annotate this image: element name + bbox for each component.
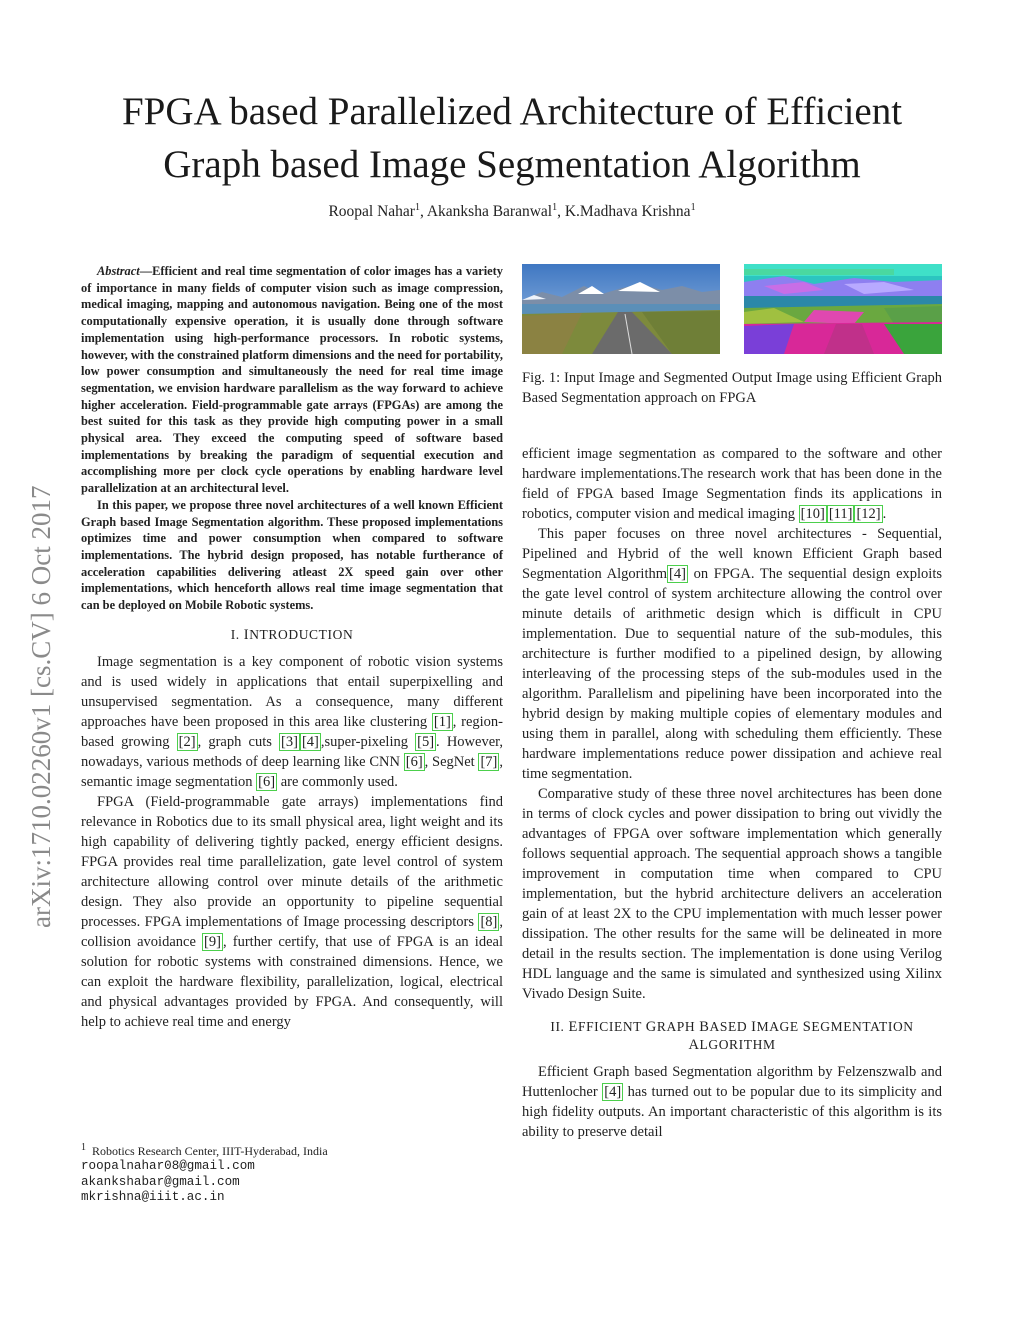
intro-paragraph-1: Image segmentation is a key component of robotic vision systems and is used widely in applications that entail superpixelling and unsupervised segmentation. As a consequence, many different approaches have been proposed in this area like clustering [1] , region-based growing [2] , graph cuts [3] [4] ,super-pixeling [5] . However, nowadays, various methods of deep learning like CNN [6] , SegNet [7] , semantic image segmentation [6] are commonly used.: [81, 653, 504, 790]
arxiv-id: arXiv:1710.02260v1 [cs.CV] 6 Oct 2017: [26, 485, 56, 928]
right-paragraph-comparative: Comparative study of these three novel architectures has been done in terms of clock cycles and power dissipation to bring out vividly the advantages of FPGA over software implementation which generally follows sequential approach. The sequential approach shows a tangible improvement in computation time when compared to CPU implementation, but the hybrid architecture delivers an acceleration gain of at least 2X to the CPU implementation with much lesser power dissipation. The other results for the same will be delineated in more detail in the results section. The implementation is done using Verilog HDL language and the same is simulated and synthesized using Xilinx Vivado Design Suite.: [522, 786, 942, 1002]
citation-link[interactable]: [5]: [417, 733, 435, 750]
segmented-output-image: [744, 264, 942, 354]
citation-link[interactable]: [3]: [281, 733, 298, 750]
author-name: Roopal Nahar: [328, 203, 415, 221]
citation-link[interactable]: [4]: [604, 1084, 622, 1100]
footnote-mark: 1: [81, 1142, 86, 1153]
right-paragraph-continued: efficient image segmentation as compared to the software and other hardware implementations.The research work that has been done in the field of FPGA based Image Segmentation finds its applications in robotics, computer vision and medical imaging [10] [11] [12] .: [522, 446, 942, 522]
input-image: [522, 264, 720, 354]
author-name: Akanksha Baranwal: [426, 203, 553, 221]
citation-link[interactable]: [9]: [204, 933, 221, 950]
paper-title: [0, 85, 1024, 191]
affiliation-mark: 1: [690, 202, 696, 213]
author-list: Roopal Nahar$^1$, Akanksha Baranwal$^1$, K.Madhava Krishna$^1$: [328, 202, 696, 221]
left-column: [81, 263, 503, 1032]
title-line-1: FPGA based Parallelized Architecture of Efficient: [121, 90, 903, 133]
citation-link[interactable]: [7]: [480, 753, 498, 770]
citation-link[interactable]: [4]: [669, 566, 686, 582]
citation-link[interactable]: [12]: [856, 506, 881, 522]
citation-link[interactable]: [4]: [301, 733, 319, 750]
citation-link[interactable]: [11]: [828, 506, 853, 522]
abstract: [81, 263, 503, 614]
footnote-affiliation: Robotics Research Center, IIIT-Hyderabad, India: [92, 1144, 328, 1158]
figure-caption-text: Input Image and Segmented Output Image using Efficient Graph Based Segmentation approach on FPGA: [522, 370, 943, 406]
section-heading-introduction: I. INTRODUCTION: [230, 626, 354, 643]
arxiv-stamp: [20, 368, 60, 928]
email-1[interactable]: roopalnahar08@gmail.com: [81, 1159, 255, 1173]
affiliation-mark: 1: [552, 202, 558, 213]
figure-label: Fig. 1:: [522, 370, 561, 386]
abstract-label: Abstract: [97, 264, 140, 278]
right-paragraph-architectures: This paper focuses on three novel architectures - Sequential, Pipelined and Hybrid of the well known Efficient Graph based Segmentation Algorithm [4] on FPGA. The sequential design exploits the gate level control of system architecture allowing the control over minute details of arithmetic design which is difficult in CPU implementation. Due to sequential nature of the sub-modules, this architecture is further modified to a pipelined design, by allowing interleaving of the processing steps of the sub-modules used in the algorithm. Parallelism and pipelining have been incorporated into the hybrid design by making multiple copies of elementary modules and using them in parallel, along with scheduling them efficiently. These hardware implementations reduce power dissipation and achieve real time segmentation.: [522, 526, 942, 782]
email-3[interactable]: mkrishna@iiit.ac.in: [81, 1190, 225, 1204]
citation-link[interactable]: [6]: [405, 753, 423, 770]
arxiv-stamp-svg: [20, 368, 60, 928]
title-line-2: Graph based Image Segmentation Algorithm: [163, 143, 861, 186]
author-name: K.Madhava Krishna: [564, 203, 691, 221]
abstract-paragraph-2: In this paper, we propose three novel architectures of a well known Efficient Graph based Image Segmentation algorithm. These proposed implementations optimizes time and power consumption when compared to software implementations. The hybrid design proposed, has notable furtherance of acceleration capabilities delivering atleast 2X speed gain over other implementations, which henceforth allows real time image segmentation that can be deployed on Mobile Robotic systems.: [81, 497, 503, 613]
affiliation-mark: 1: [414, 202, 420, 213]
citation-link[interactable]: [6]: [258, 773, 276, 790]
footnote: [81, 1140, 503, 1206]
section-heading-algorithm: II. EFFICIENT GRAPH BASED IMAGE SEGMENTATION ALGORITHM: [550, 1019, 914, 1053]
email-2[interactable]: akankshabar@gmail.com: [81, 1174, 240, 1189]
figure-caption: [522, 368, 942, 408]
right-paragraph-algorithm: Efficient Graph based Segmentation algorithm by Felzenszwalb and Huttenlocher [4] has turned out to be popular due to its simplicity and high fidelity outputs. An important characteristic of this algorithm is its ability to preserve detail: [522, 1064, 942, 1140]
citation-link[interactable]: [8]: [480, 913, 498, 930]
right-column: [522, 444, 942, 1142]
abstract-paragraph-1: —Efficient and real time segmentation of color images has a variety of importance in many fields of computer vision such as image compression, medical imaging, mapping and autonomous navigation. Being one of the most computationally expensive operation, it is usually done through software implementation using high-performance processors. In robotic systems, however, with the constrained platform dimensions and the need for portability, low power consumption and simultaneously the need for real time image segmentation, we envision hardware parallelism as the way forward to achieve higher acceleration. Field-programmable gate arrays (FPGAs) are among the best suited for this task as they provide high computing power in a small physical area. They exceed the computing speed of software based implementations by breaking the paradigm of sequential execution and accomplishing more per clock cycle operations by enabling hardware level parallelization at an architectural level.: [81, 264, 503, 496]
figure-1: [522, 264, 942, 354]
citation-link[interactable]: [1]: [433, 713, 451, 730]
citation-link[interactable]: [2]: [178, 733, 196, 750]
intro-paragraph-2: FPGA (Field-programmable gate arrays) implementations find relevance in Robotics due to its small physical area, light weight and its high capability of delivering tightly packed, energy efficient designs. FPGA provides real time parallelization, gate level control of system architecture allowing control over minute details of the arithmetic design. They also provide an opportunity to pipeline sequential processes. FPGA implementations of Image processing descriptors [8] , collision avoidance [9] , further certify, that use of FPGA is an ideal solution for robotic systems with constrained dimensions. Hence, we can exploit the hardware flexibility, parallelization, logical, electrical and physical advantages provided by FPGA. And consequently, will help to achieve real time and energy: [81, 793, 503, 1030]
citation-link[interactable]: [10]: [800, 506, 825, 522]
